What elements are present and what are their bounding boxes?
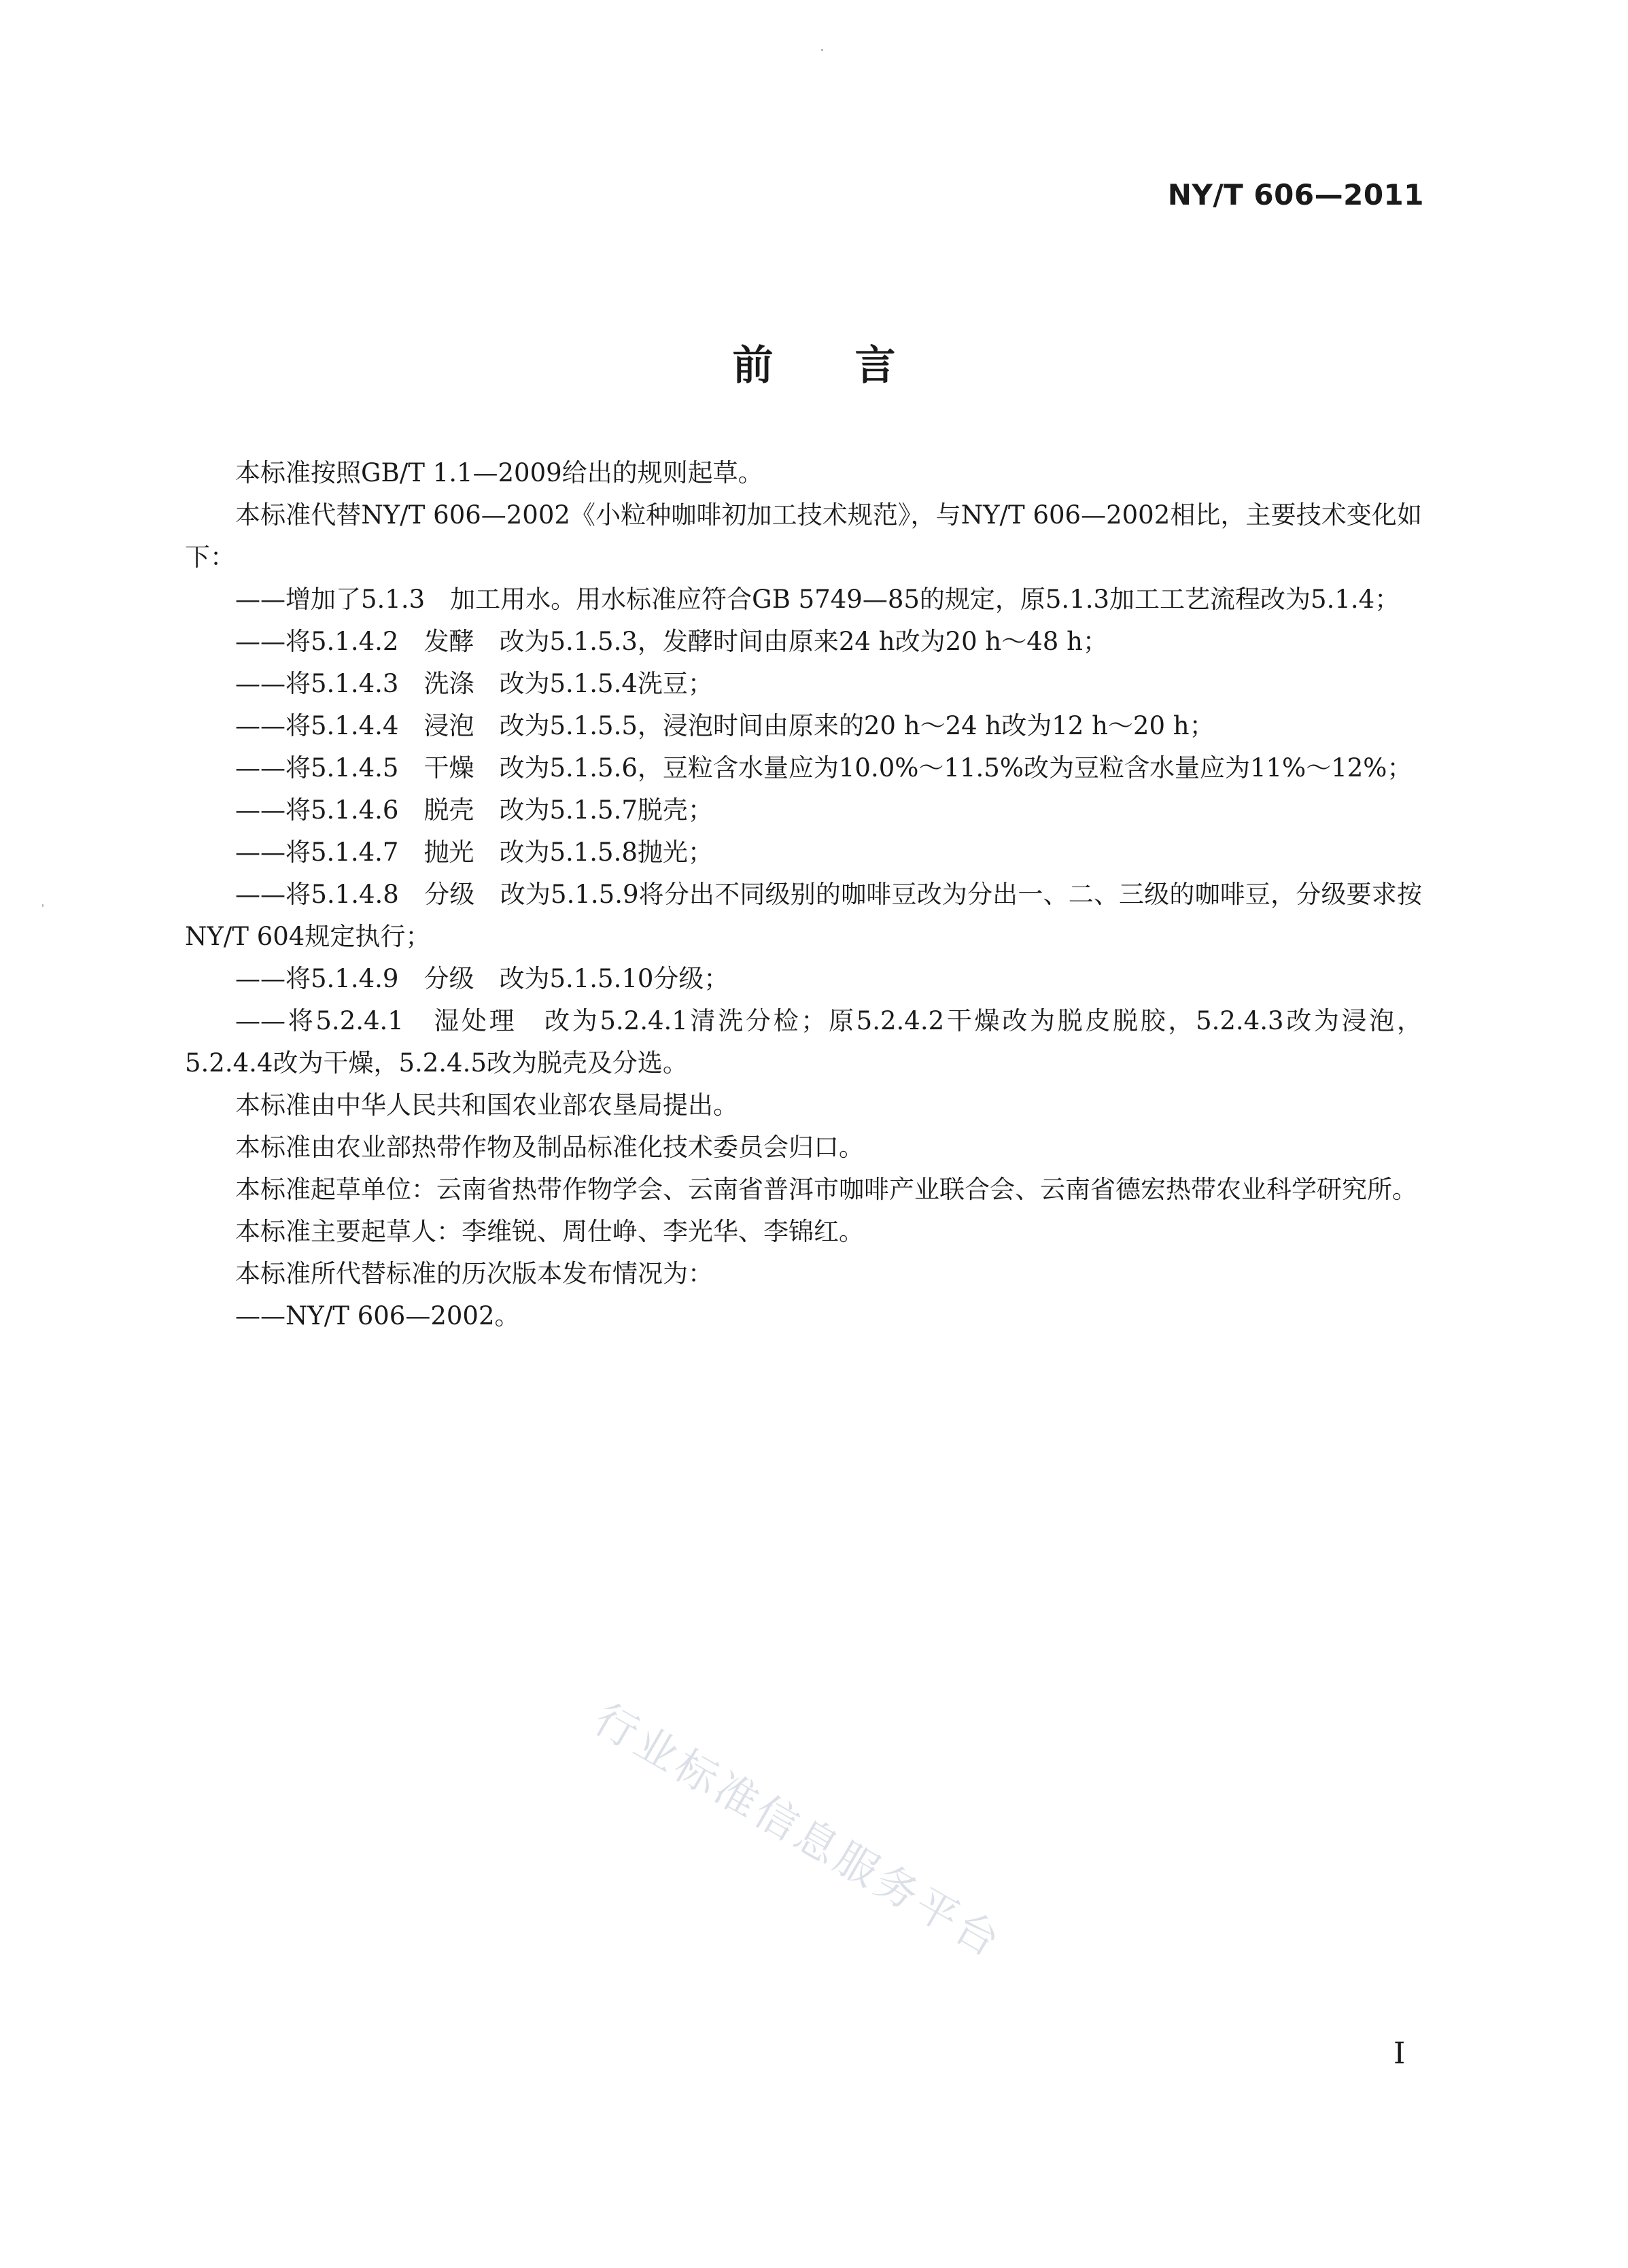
list-item: ——将5.1.4.7 抛光 改为5.1.5.8抛光； — [235, 838, 713, 867]
paragraph: 本标准按照GB/T 1.1—2009给出的规则起草。 — [235, 458, 763, 487]
paragraph: 本标准主要起草人：李维锐、周仕峥、李光华、李锦红。 — [235, 1217, 864, 1246]
list-item: ——将5.1.4.3 洗涤 改为5.1.5.4洗豆； — [235, 669, 713, 698]
paragraph: 本标准代替NY/T 606—2002《小粒种咖啡初加工技术规范》，与NY/T 606—2002相比，主要技术变化如下： — [185, 500, 1422, 572]
standard-code: NY/T 606—2011 — [1167, 178, 1424, 211]
page-title: 前言 — [732, 342, 977, 390]
scan-speck — [42, 904, 44, 907]
page-number: I — [1393, 2036, 1406, 2071]
list-item: ——将5.2.4.1 湿处理 改为5.2.4.1清洗分检；原5.2.4.2干燥改为脱皮脱胶，5.2.4.3改为浸泡，5.2.4.4改为干燥，5.2.4.5改为脱壳及分选。 — [185, 1006, 1422, 1078]
list-item: ——将5.1.4.5 干燥 改为5.1.5.6，豆粒含水量应为10.0%～11.5%改为豆粒含水量应为11%～12%； — [235, 753, 1413, 783]
list-item: ——增加了5.1.3 加工用水。用水标准应符合GB 5749—85的规定，原5.1.3加工工艺流程改为5.1.4； — [235, 585, 1400, 614]
list-item: ——将5.1.4.4 浸泡 改为5.1.5.5，浸泡时间由原来的20 h～24 h改为12 h～20 h； — [235, 711, 1215, 740]
list-item: ——将5.1.4.6 脱壳 改为5.1.5.7脱壳； — [235, 795, 713, 825]
paragraph: 本标准起草单位：云南省热带作物学会、云南省普洱市咖啡产业联合会、云南省德宏热带农业科学研究所。 — [235, 1175, 1417, 1204]
paragraph: 本标准由农业部热带作物及制品标准化技术委员会归口。 — [235, 1133, 864, 1162]
list-item: ——NY/T 606—2002。 — [235, 1301, 520, 1330]
scan-speck — [821, 49, 823, 51]
paragraph: 本标准所代替标准的历次版本发布情况为： — [235, 1259, 713, 1288]
list-item: ——将5.1.4.2 发酵 改为5.1.5.3，发酵时间由原来24 h改为20 h～48 h； — [235, 627, 1108, 656]
paragraph: 本标准由中华人民共和国农业部农垦局提出。 — [235, 1090, 738, 1120]
list-item: ——将5.1.4.8 分级 改为5.1.5.9将分出不同级别的咖啡豆改为分出一、二、三级的咖啡豆，分级要求按NY/T 604规定执行； — [185, 880, 1422, 951]
list-item: ——将5.1.4.9 分级 改为5.1.5.10分级； — [235, 964, 729, 993]
document-body — [185, 452, 1422, 1337]
watermark: 行业标准信息服务平台 — [586, 1694, 1011, 1968]
